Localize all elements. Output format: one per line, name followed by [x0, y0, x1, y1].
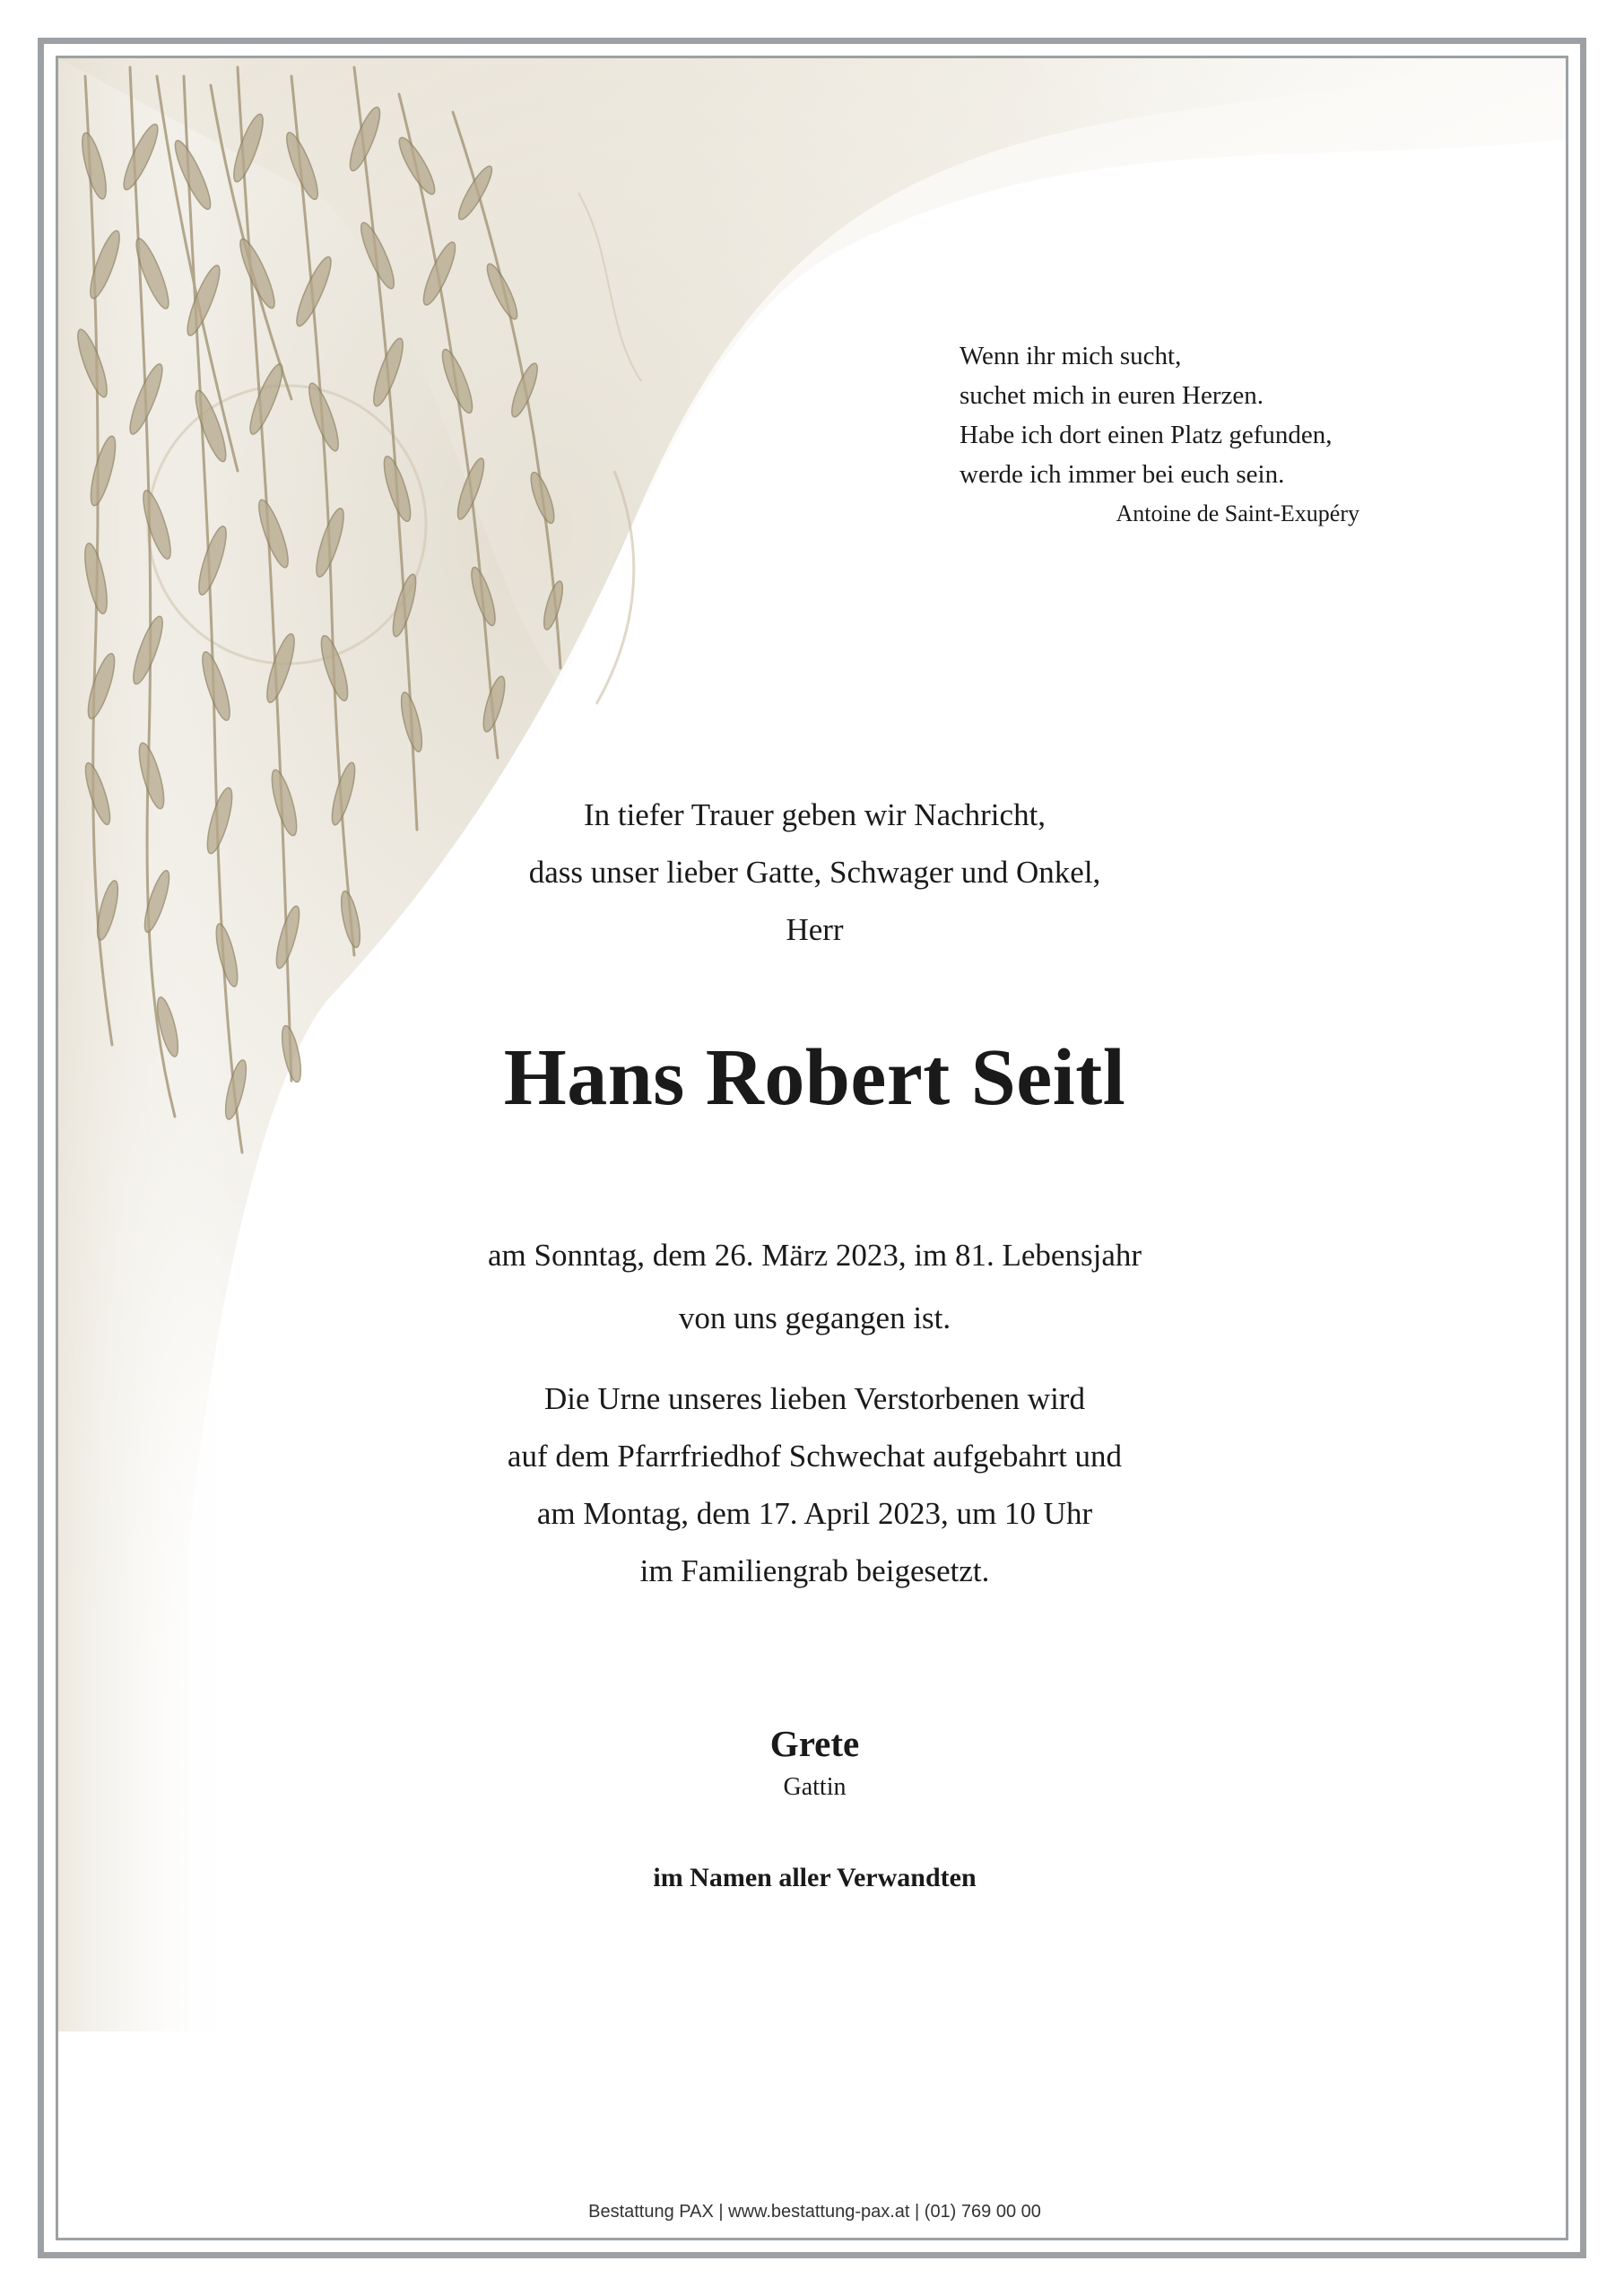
quote-author: Antoine de Saint-Exupéry	[1116, 500, 1359, 526]
footer-contact: Bestattung PAX | www.bestattung-pax.at | (01) 769 00 00	[588, 2202, 1041, 2222]
quote-line: Habe ich dort einen Platz gefunden,	[960, 421, 1333, 449]
burial-line: Die Urne unseres lieben Verstorbenen wird	[544, 1381, 1085, 1416]
burial-notice	[58, 1370, 1568, 1600]
quote-block	[960, 336, 1462, 534]
obituary-card	[56, 56, 1568, 2240]
signer-name: Grete	[769, 1723, 860, 1764]
intro-line: In tiefer Trauer geben wir Nachricht,	[583, 797, 1046, 832]
quote-line: suchet mich in euren Herzen.	[960, 381, 1264, 410]
quote-line: Wenn ihr mich sucht,	[960, 342, 1182, 370]
death-notice	[58, 1224, 1568, 1350]
intro-line: dass unser lieber Gatte, Schwager und Onkel,	[528, 855, 1101, 890]
family-line: im Namen aller Verwandten	[653, 1863, 977, 1892]
death-line: am Sonntag, dem 26. März 2023, im 81. Lebensjahr	[487, 1238, 1142, 1273]
deceased-name: Hans Robert Seitl	[503, 1033, 1126, 1122]
signer-relation: Gattin	[783, 1773, 847, 1801]
intro-line: Herr	[786, 912, 844, 947]
quote-line: werde ich immer bei euch sein.	[960, 460, 1285, 489]
announcement-intro	[58, 787, 1568, 959]
burial-line: im Familiengrab beigesetzt.	[639, 1553, 990, 1588]
burial-line: am Montag, dem 17. April 2023, um 10 Uhr	[536, 1496, 1093, 1531]
burial-line: auf dem Pfarrfriedhof Schwechat aufgebahrt und	[507, 1439, 1123, 1474]
death-line: von uns gegangen ist.	[678, 1300, 951, 1335]
